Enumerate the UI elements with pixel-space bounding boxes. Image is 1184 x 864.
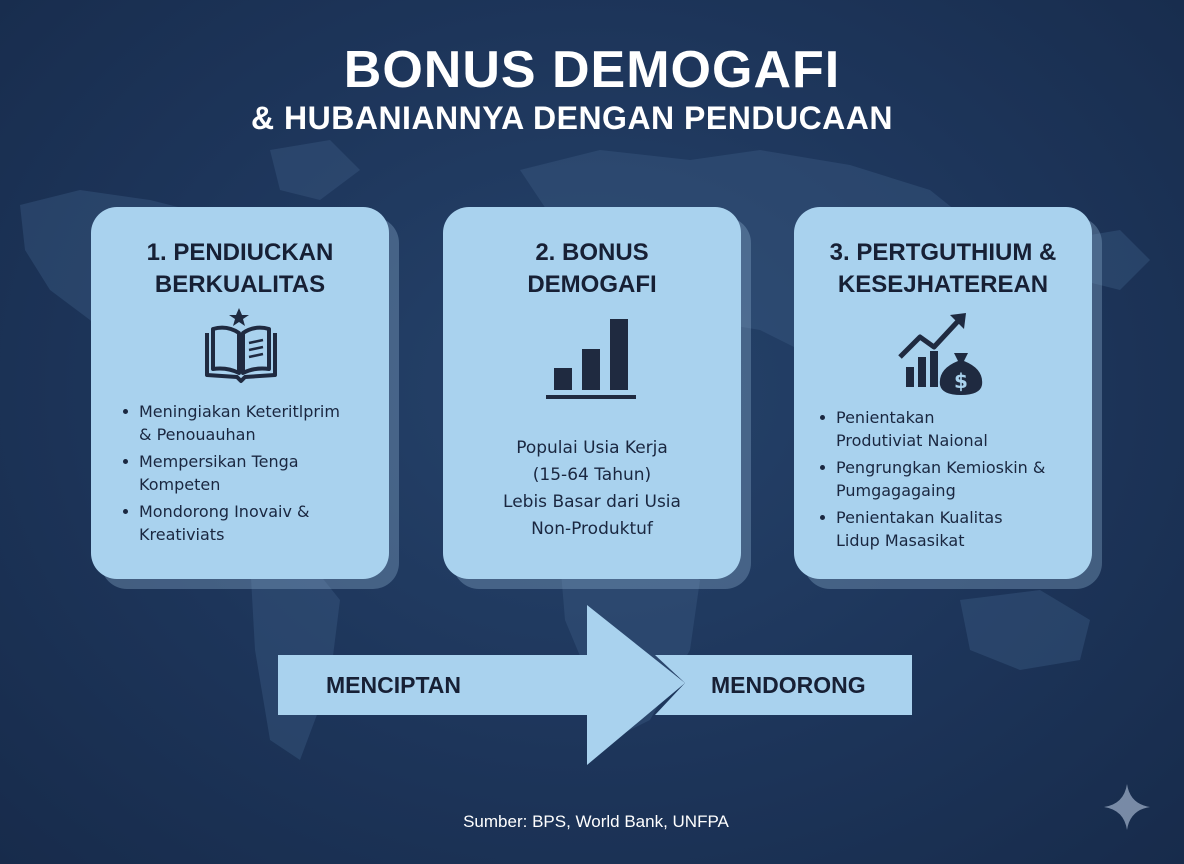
growth-money-bag-icon [898, 311, 990, 395]
card-growth-welfare [794, 207, 1092, 579]
card-title-line: KESEJHATEREAN [837, 271, 1049, 298]
card-demographic-bonus [443, 207, 741, 579]
card-title [794, 237, 1092, 301]
open-book-star-icon [201, 305, 281, 385]
card-title [443, 237, 741, 301]
bullet-list [818, 406, 1083, 556]
source-note: Sumber: BPS, World Bank, UNFPA [463, 812, 729, 831]
list-item-line: Pengrungkan Kemioskin & [836, 458, 1046, 477]
list-item-line: Penientakan Kualitas [836, 508, 1003, 527]
list-item-line: Produtiviat Naional [836, 431, 988, 450]
list-item [818, 406, 1083, 452]
description-line: Lebis Basar dari Usia [503, 492, 681, 512]
flow-label-create: MENCIPTAN [326, 672, 462, 698]
card-title-line: 2. BONUS [535, 239, 649, 266]
bar-chart-icon [545, 315, 639, 401]
list-item [818, 506, 1083, 552]
card-education [91, 207, 389, 579]
card-title-line: BERKUALITAS [154, 271, 326, 298]
svg-text:$: $ [954, 369, 968, 393]
list-item-line: Mempersikan Tenga Kompeten [139, 452, 299, 494]
list-item [121, 500, 381, 546]
list-item-line: Pumgagagaing [836, 481, 956, 500]
subtitle: & HUBANIANNYA DENGAN PENDUCAAN [251, 100, 893, 136]
list-item-line: Meningiakan Keteritlprim [139, 402, 340, 421]
card-description [443, 435, 741, 543]
main-title: BONUS DEMOGAFI [343, 41, 841, 99]
card-title-line: DEMOGAFI [527, 271, 657, 298]
list-item-line: & Penouauhan [139, 425, 256, 444]
description-line: Non-Produktuf [531, 519, 653, 539]
list-item-line: Kreativiats [139, 525, 225, 544]
description-line: Populai Usia Kerja [516, 438, 668, 458]
card-title [91, 237, 389, 301]
card-title-line: 3. PERTGUTHIUM & [829, 239, 1057, 266]
card-title-line: 1. PENDIUCKAN [146, 239, 334, 266]
bullet-list [121, 400, 381, 550]
list-item-line: Mondorong Inovaiv & [139, 502, 310, 521]
description-line: (15-64 Tahun) [532, 465, 652, 485]
flow-label-drive: MENDORONG [711, 672, 866, 698]
list-item-line: Penientakan [836, 408, 935, 427]
list-item [121, 450, 381, 496]
list-item-line: Lidup Masasikat [836, 531, 965, 550]
list-item [121, 400, 381, 446]
list-item [818, 456, 1083, 502]
sparkle-icon [1102, 782, 1152, 832]
